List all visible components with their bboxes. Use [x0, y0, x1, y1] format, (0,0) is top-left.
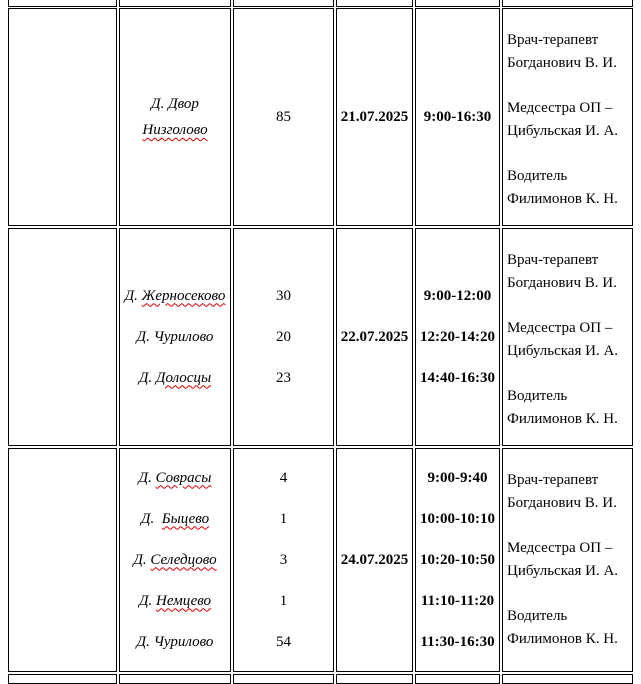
prev-row-cell: [336, 0, 413, 7]
driver-role: Водитель: [507, 388, 568, 404]
settlement-name: Д. Быцево: [140, 510, 210, 527]
nurse-name: Цибульская И. А.: [507, 123, 619, 139]
staff-list: [507, 29, 630, 211]
driver-name: Филимонов К. Н.: [507, 411, 618, 427]
driver-role: Водитель: [507, 608, 568, 624]
settlement-name: Д. Сoвpасы: [138, 469, 212, 486]
next-row-cell: [502, 674, 633, 684]
resident-count: 4: [279, 469, 288, 486]
row-3-number-cell: [8, 448, 117, 672]
nurse-name: Цибульская И. А.: [507, 563, 619, 579]
staff-list: [507, 249, 630, 431]
visit-time: 10:00-10:10: [420, 510, 495, 527]
visit-time: 9:00-9:40: [427, 469, 488, 486]
resident-count: 1: [279, 592, 288, 609]
prev-row-cell: [502, 0, 633, 7]
settlement-name: Д. Жерносеково: [124, 287, 226, 304]
visit-time: 9:00-12:00: [423, 287, 492, 304]
visit-time: 11:10-11:20: [420, 592, 495, 609]
staff-list: [507, 469, 630, 651]
settlement-name: Д. Селедцово: [133, 551, 217, 568]
row-2-date-cell: [336, 228, 413, 446]
settlement-name: Д. Чурилово: [136, 328, 214, 345]
doctor-role: Врач-терапевт: [507, 32, 599, 48]
prev-row-cell: [8, 0, 117, 7]
settlement-name: Д. Двор Низголово: [142, 96, 208, 138]
resident-count: 3: [279, 551, 288, 568]
nurse-name: Цибульская И. А.: [507, 343, 619, 359]
visit-date: 21.07.2025: [340, 108, 409, 125]
doctor-role: Врач-терапевт: [507, 252, 599, 268]
row-2-number-cell: [8, 228, 117, 446]
row-2-staff-cell: [502, 228, 633, 446]
settlement-name: Д. Долосцы: [138, 369, 212, 386]
nurse-role: Медсестра ОП –: [507, 540, 613, 556]
visit-time: 14:40-16:30: [420, 369, 495, 386]
row-1-number-cell: [8, 8, 117, 226]
driver-role: Водитель: [507, 168, 568, 184]
resident-count: 20: [276, 328, 291, 345]
row-2-count-cell: [233, 228, 334, 446]
doctor-name: Богданович В. И.: [507, 495, 617, 511]
visit-time: 11:30-16:30: [420, 633, 495, 650]
row-2-settlement-cell: [119, 228, 231, 446]
next-row-cell: [8, 674, 117, 684]
prev-row-cell: [119, 0, 231, 7]
row-1-time-cell: [415, 8, 500, 226]
nurse-role: Медсестра ОП –: [507, 320, 613, 336]
doctor-role: Врач-терапевт: [507, 472, 599, 488]
next-row-cell: [233, 674, 334, 684]
row-3-settlement-cell: [119, 448, 231, 672]
doctor-name: Богданович В. И.: [507, 275, 617, 291]
visit-time: 9:00-16:30: [423, 108, 492, 125]
resident-count: 23: [276, 369, 291, 386]
row-2-time-cell: [415, 228, 500, 446]
settlement-name: Д. Немцево: [138, 592, 212, 609]
visit-date: 22.07.2025: [340, 328, 409, 345]
row-3-date-cell: [336, 448, 413, 672]
resident-count: 30: [276, 287, 291, 304]
driver-name: Филимонов К. Н.: [507, 631, 618, 647]
row-1-settlement-cell: [119, 8, 231, 226]
row-3-count-cell: [233, 448, 334, 672]
visit-time: 10:20-10:50: [420, 551, 495, 568]
visit-time: 12:20-14:20: [420, 328, 495, 345]
row-1-date-cell: [336, 8, 413, 226]
row-1-staff-cell: [502, 8, 633, 226]
doctor-name: Богданович В. И.: [507, 55, 617, 71]
resident-count: 1: [279, 510, 288, 527]
resident-count: 54: [276, 633, 291, 650]
settlement-name: Д. Чурилово: [136, 633, 214, 650]
row-1-count-cell: [233, 8, 334, 226]
nurse-role: Медсестра ОП –: [507, 100, 613, 116]
prev-row-cell: [415, 0, 500, 7]
next-row-cell: [119, 674, 231, 684]
row-3-staff-cell: [502, 448, 633, 672]
row-3-time-cell: [415, 448, 500, 672]
next-row-cell: [336, 674, 413, 684]
prev-row-cell: [233, 0, 334, 7]
resident-count: 85: [276, 108, 291, 125]
next-row-cell: [415, 674, 500, 684]
visit-date: 24.07.2025: [340, 551, 409, 568]
driver-name: Филимонов К. Н.: [507, 191, 618, 207]
